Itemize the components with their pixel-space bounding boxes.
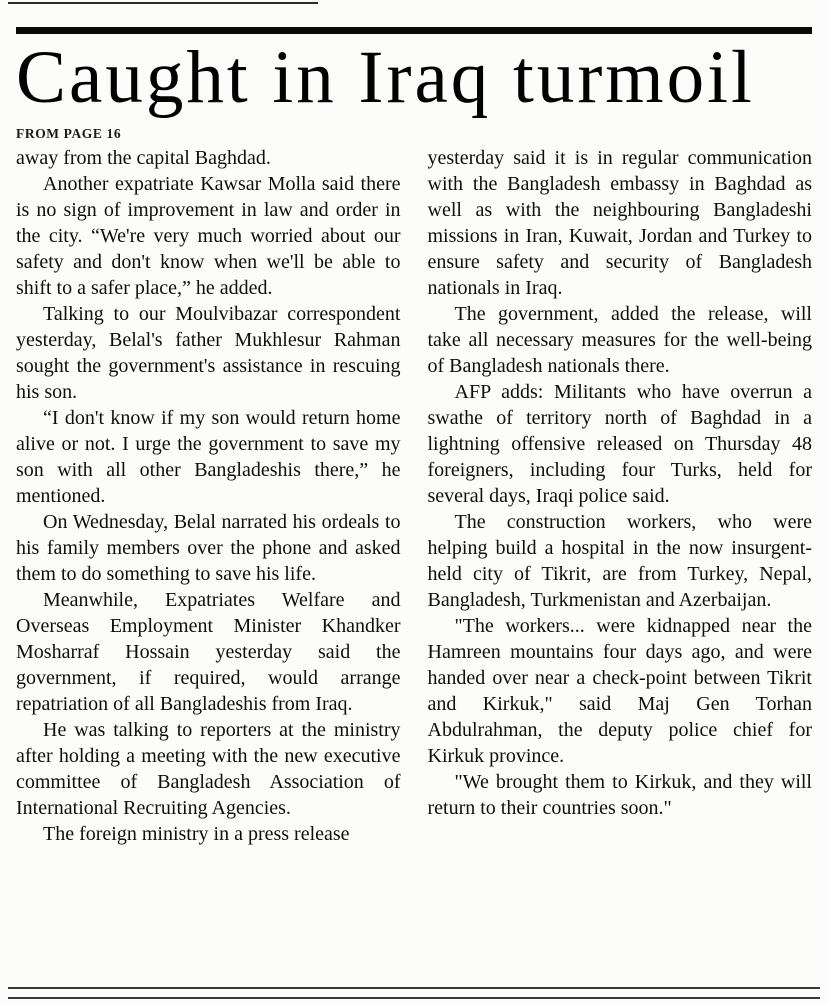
article-paragraph: The construction workers, who were helping build a hospital in the now insurgent-held city of Tikrit, are from Turkey, Nepal, Bangladesh, Turkmenistan and Azerbaijan.: [427, 510, 812, 611]
article-paragraph: away from the capital Baghdad.: [16, 146, 271, 169]
article-headline: Caught in Iraq turmoil: [16, 36, 755, 119]
bottom-rule-upper: [8, 987, 820, 989]
article-paragraph: “I don't know if my son would return home alive or not. I urge the government to save my son with all other Bangladeshis there,” he mentioned.: [16, 406, 401, 507]
article-paragraph: The foreign ministry in a press release: [43, 822, 350, 845]
jump-line: FROM PAGE 16: [16, 125, 122, 141]
article-column-left: [16, 145, 401, 847]
headline-top-rule: [16, 27, 812, 34]
article-paragraph: AFP adds: Militants who have overrun a swathe of territory north of Baghdad in a lightning offensive released on Thursday 48 foreigners, including four Turks, held for several days, Iraqi police said.: [427, 380, 812, 507]
article-paragraph: The government, added the release, will take all necessary measures for the well-being of Bangladesh nationals there.: [427, 302, 812, 377]
bottom-rule-lower: [8, 997, 820, 999]
article-paragraph: Talking to our Moulvibazar correspondent yesterday, Belal's father Mukhlesur Rahman sought the government's assistance in rescuing his son.: [16, 302, 401, 403]
article-paragraph: Meanwhile, Expatriates Welfare and Overseas Employment Minister Khandker Mosharraf Hossain yesterday said the government, if required, would arrange repatriation of all Bangladeshis from Iraq.: [16, 588, 401, 715]
article-column-right: [428, 145, 813, 847]
article-paragraph: yesterday said it is in regular communication with the Bangladesh embassy in Baghdad as well as with the neighbouring Bangladeshi missions in Iran, Kuwait, Jordan and Turkey to ensure safety and security of Bangladesh nationals in Iraq.: [427, 146, 812, 299]
article-paragraph: "We brought them to Kirkuk, and they will return to their countries soon.": [427, 770, 812, 819]
article-columns: [16, 145, 812, 847]
bottom-double-rule: [8, 987, 820, 999]
article-paragraph: "The workers... were kidnapped near the Hamreen mountains four days ago, and were handed over near a check-point between Tikrit and Kirkuk," said Maj Gen Torhan Abdulrahman, the deputy police chief for Kirkuk province.: [427, 614, 812, 767]
article-paragraph: On Wednesday, Belal narrated his ordeals to his family members over the phone and asked them to do something to save his life.: [16, 510, 401, 585]
article-paragraph: Another expatriate Kawsar Molla said there is no sign of improvement in law and order in the city. “We're very much worried about our safety and don't know when we'll be able to shift to a safer place,” he added.: [16, 172, 401, 299]
article-paragraph: He was talking to reporters at the ministry after holding a meeting with the new executive committee of Bangladesh Association of International Recruiting Agencies.: [16, 718, 401, 819]
